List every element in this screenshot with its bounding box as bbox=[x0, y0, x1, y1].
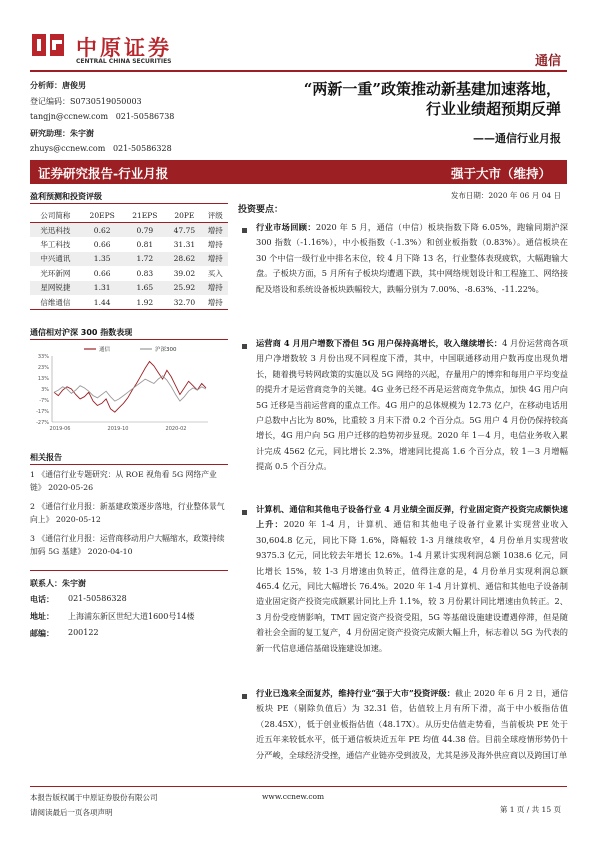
analyst-email[interactable]: tangjn@ccnew.com bbox=[30, 112, 109, 121]
table-row bbox=[30, 223, 228, 238]
col-header: 20PE bbox=[166, 208, 202, 223]
related-title: 相关报告 bbox=[30, 453, 62, 462]
table-cell: 华工科技 bbox=[40, 240, 71, 250]
paragraph-heading: 行业已逸来全面复苏，维持行业“强于大市”投资评级： bbox=[256, 688, 455, 698]
sector-label: 通信 bbox=[534, 54, 561, 69]
table-cell: 47.75 bbox=[166, 223, 202, 238]
paragraph-body: 2020 年 5 月，通信（中信）板块指数下降 6.05%，跑输同期沪深 300 指数（-1.16%），中小板指数（-1.3%）和创业板指数（0.83%）。通信板块在 30 个中信一级行业中排名末位，较 4 月下降 13 名，行业整体表现疲软，大幅跑输大盘。子板块方面，5 月所有子板块均遭遇下跌，其中网络规划设计和工程施工、网络接配及塔设和系统设备板块跌幅较大，跌幅分别为 7.00%、-8.63%、-11.22%。 bbox=[256, 222, 568, 294]
assistant-contact-line bbox=[30, 144, 172, 153]
table-cell: 0.66 bbox=[93, 268, 111, 278]
assistant-label: 研究助理： bbox=[30, 128, 70, 138]
contact-phone-label: 电话： bbox=[30, 594, 54, 604]
contact-person bbox=[30, 578, 86, 589]
paragraph-heading: 行业市场回顾： bbox=[256, 222, 316, 232]
analyst-label: 分析师： bbox=[30, 80, 62, 90]
table-row bbox=[30, 266, 228, 280]
table-row bbox=[30, 295, 228, 310]
footer-website[interactable]: www.ccnew.com bbox=[262, 792, 325, 801]
relative-performance-chart bbox=[30, 342, 228, 434]
footer-disclaimer[interactable]: 请阅读最后一页各项声明 bbox=[30, 808, 113, 817]
contact-person-label: 联系人： bbox=[30, 578, 62, 588]
reg-line bbox=[30, 96, 142, 107]
table-cell: 增持 bbox=[203, 252, 228, 266]
reg-label: 登记编码： bbox=[30, 97, 70, 106]
col-header: 评级 bbox=[203, 208, 228, 223]
table-cell: 1.31 bbox=[81, 281, 124, 295]
y-tick-label: 13% bbox=[37, 376, 49, 382]
report-title-line1: “两新一重”政策推动新基建加速落地， bbox=[303, 80, 561, 98]
table-cell: 31.31 bbox=[173, 240, 196, 250]
table-cell: 增持 bbox=[203, 281, 228, 295]
logo-name-en: CENTRAL CHINA SECURITIES bbox=[76, 58, 172, 65]
y-tick-label: -17% bbox=[36, 409, 49, 415]
forecast-title: 盈利预测和投资评级 bbox=[30, 192, 102, 201]
contact-zip-label: 邮编： bbox=[30, 628, 54, 638]
related-report-item[interactable]: 2 《通信行业月报：新基建政策逐步落地，行业整体景气向上》 2020-05-12 bbox=[30, 502, 225, 524]
contact-address: 上海浦东新区世纪大道1600号14楼 bbox=[68, 612, 195, 621]
x-tick-label: 2019-10 bbox=[107, 426, 129, 432]
table-cell: 信维通信 bbox=[30, 295, 81, 310]
bullet-icon bbox=[242, 694, 247, 699]
table-cell: 32.70 bbox=[166, 295, 202, 310]
related-report-item[interactable]: 3 《通信行业月报：运营商移动用户大幅缩水，政策持续加码 5G 基建》 2020-04-10 bbox=[30, 534, 225, 556]
assistant-line bbox=[30, 128, 94, 139]
forecast-table bbox=[30, 208, 228, 310]
bullet-icon bbox=[242, 228, 247, 233]
table-cell: 光迅科技 bbox=[30, 223, 81, 238]
footer-divider bbox=[30, 786, 567, 787]
col-header: 公司简称 bbox=[30, 208, 81, 223]
table-cell: 1.72 bbox=[124, 252, 167, 266]
table-cell: 1.44 bbox=[81, 295, 124, 310]
logo-name-cn: 中原证券 bbox=[76, 36, 172, 60]
col-header: 21EPS bbox=[124, 208, 167, 223]
paragraph-heading: 计算机、通信和其他电子设备行业 4 月业绩全面反弹，行业固定资产投资完成额快速上升： bbox=[256, 504, 568, 530]
table-cell: 增持 bbox=[203, 223, 228, 238]
contact-divider bbox=[30, 570, 228, 571]
operator-paragraph bbox=[256, 336, 568, 475]
table-cell: 0.79 bbox=[124, 223, 167, 238]
assistant-email[interactable]: zhuys@ccnew.com bbox=[30, 144, 106, 153]
contact-phone: 021-50586328 bbox=[68, 594, 127, 603]
chart-title: 通信相对沪深 300 指数表现 bbox=[30, 328, 133, 337]
table-cell: 1.65 bbox=[124, 281, 167, 295]
bullet-icon bbox=[242, 344, 247, 349]
x-tick-label: 2020-02 bbox=[165, 426, 187, 432]
table-header-row bbox=[30, 208, 228, 223]
analyst-phone: 021-50586738 bbox=[115, 112, 175, 121]
reg-number: S0730519050003 bbox=[70, 97, 142, 106]
y-tick-label: -27% bbox=[36, 420, 49, 426]
electronics-paragraph bbox=[256, 502, 568, 656]
table-cell: 光环新网 bbox=[40, 268, 71, 278]
table-cell: 39.02 bbox=[173, 268, 196, 278]
assistant-name: 朱宇澍 bbox=[70, 128, 94, 138]
table-row bbox=[30, 252, 228, 266]
page-number: 第 1 页 / 共 15 页 bbox=[499, 805, 561, 814]
table-cell: 0.83 bbox=[136, 268, 154, 278]
contact-address-label: 地址： bbox=[30, 611, 54, 621]
contact-person-name: 朱宇澍 bbox=[62, 578, 86, 588]
related-divider bbox=[30, 464, 228, 465]
table-cell: 1.92 bbox=[124, 295, 167, 310]
series-line-csi300 bbox=[54, 376, 206, 401]
analyst-line bbox=[30, 80, 86, 91]
table-cell: 25.92 bbox=[166, 281, 202, 295]
table-cell: 星网锐捷 bbox=[30, 281, 81, 295]
series-line-telecom bbox=[54, 362, 206, 413]
industry-rating: 强于大市（维持） bbox=[450, 166, 551, 181]
table-cell: 增持 bbox=[203, 295, 228, 310]
bullet-icon bbox=[242, 510, 247, 515]
table-row bbox=[30, 281, 228, 295]
paragraph-body: 4 月份运营商各项用户净增数较 3 月份出现不同程度下滑，其中，中国联通移动用户数再度出现负增长，随着携号转网政策的实施以及 5G 网络的兴起，存量用户的博弈和每用户平均变益的提升才是运营商竞争的关键。4G 业务已经不再是运营商竞争焦点，加快 4G 用户向 5G 迁移是当前运营商的重点工作。4G 用户的总体规模为 12.73 亿户，在移动电话用户总数中占比为 80%，比重较 3 月末下滑 0.2 个百分点。5G 用户 4 月份仍保持较高增长，4G 用户向 5G 用户迁移的趋势初步显现。2020 年 1－4 月，电信业务收入累计完成 4562 亿元，同比增长 2.3%，增速同比提高 1.6 个百分点，较 1－3 月增幅提高 0.5 个百分点。 bbox=[256, 338, 568, 472]
table-cell: 1.35 bbox=[81, 252, 124, 266]
table-row bbox=[30, 237, 228, 251]
analyst-name: 唐俊男 bbox=[62, 80, 86, 90]
table-cell: 买入 bbox=[207, 268, 223, 278]
table-cell: 0.81 bbox=[136, 240, 154, 250]
publish-date: 发布日期：2020 年 06 月 04 日 bbox=[450, 191, 561, 200]
x-tick-label: 2019-06 bbox=[49, 426, 71, 432]
paragraph-heading: 运营商 4 月用户增数下滑但 5G 用户保持高增长，收入继续增长： bbox=[256, 338, 503, 348]
key-points-title: 投资要点： bbox=[238, 205, 284, 215]
paragraph-body: 2020 年 1-4 月，计算机、通信和其他电子设备行业累计实现营业收入 30,604.8 亿元，同比下降 1.6%，降幅较 1-3 月继续收窄，4 月份单月实现营收 9375.3 亿元，同比较去年增长 12.6%。1-4 月累计实现利润总额 1038.6 亿元，同比增长 15%，较 1-3 月增速由负转正，值得注意的是，4 月份单月实现利润总额 465.4 亿元，同比大幅增长 76.4%。2020 年 1-4 月计算机、通信和其他电子设备制造业固定资产投资完成额累计同比上升 1.1%，较 3 月份累计同比增速由负转正。2、3 月份受疫情影响，TMT 固定资产投资受阻，5G 等基础设施建设遭遇停滞，但是随着社会全面的复工复产，4 月份固定资产投资完成额大幅上升，标志着以 5G 为代表的新一代信息通信基础设施建设加速。 bbox=[256, 519, 568, 653]
company-logo-icon bbox=[30, 30, 68, 60]
analyst-contact-line bbox=[30, 112, 174, 121]
paragraph-body: 截止 2020 年 6 月 2 日，通信板块 PE（剔除负值后）为 32.31 倍，估值较上月有所下滑，高于中小板指估值（28.45X），低于创业板指估值（48.17X）。从历史估值走势看，当前板块 PE 处于近五年来较低水平，低于通信板块近五年 PE 均值 44.38 倍。目前全球疫情形势仍十分严峻，全球经济受挫，通信产业链亦受到波及，尤其是涉及海外供应商以及跨国订单 bbox=[256, 688, 568, 760]
report-title-line2: 行业业绩超预期反弹 bbox=[425, 100, 561, 118]
related-report-item[interactable]: 1 《通信行业专题研究：从 ROE 视角看 5G 网络产业链》 2020-05-26 bbox=[30, 470, 217, 492]
rating-paragraph bbox=[256, 686, 568, 782]
table-cell: 增持 bbox=[207, 240, 223, 250]
assistant-phone: 021-50586328 bbox=[112, 144, 172, 153]
y-tick-label: 33% bbox=[37, 354, 49, 360]
y-tick-label: -7% bbox=[39, 398, 49, 404]
report-subtitle: ——通信行业月报 bbox=[473, 132, 561, 145]
table-cell: 中兴通讯 bbox=[30, 252, 81, 266]
chart-divider bbox=[30, 339, 228, 340]
y-tick-label: 3% bbox=[41, 387, 49, 393]
market-review-paragraph bbox=[256, 220, 568, 297]
footer-copyright: 本报告版权属于中原证券股份有限公司 bbox=[30, 793, 158, 802]
col-header: 20EPS bbox=[81, 208, 124, 223]
legend-label: 沪深300 bbox=[155, 347, 177, 353]
table-cell: 28.62 bbox=[166, 252, 202, 266]
table-cell: 0.66 bbox=[93, 240, 111, 250]
legend-label: 通信 bbox=[99, 347, 111, 353]
report-type: 证券研究报告-行业月报 bbox=[38, 166, 169, 181]
contact-zip: 200122 bbox=[68, 628, 99, 637]
forecast-divider bbox=[30, 203, 228, 204]
table-cell: 0.62 bbox=[81, 223, 124, 238]
header-divider bbox=[30, 70, 567, 72]
y-tick-label: 23% bbox=[37, 365, 49, 371]
